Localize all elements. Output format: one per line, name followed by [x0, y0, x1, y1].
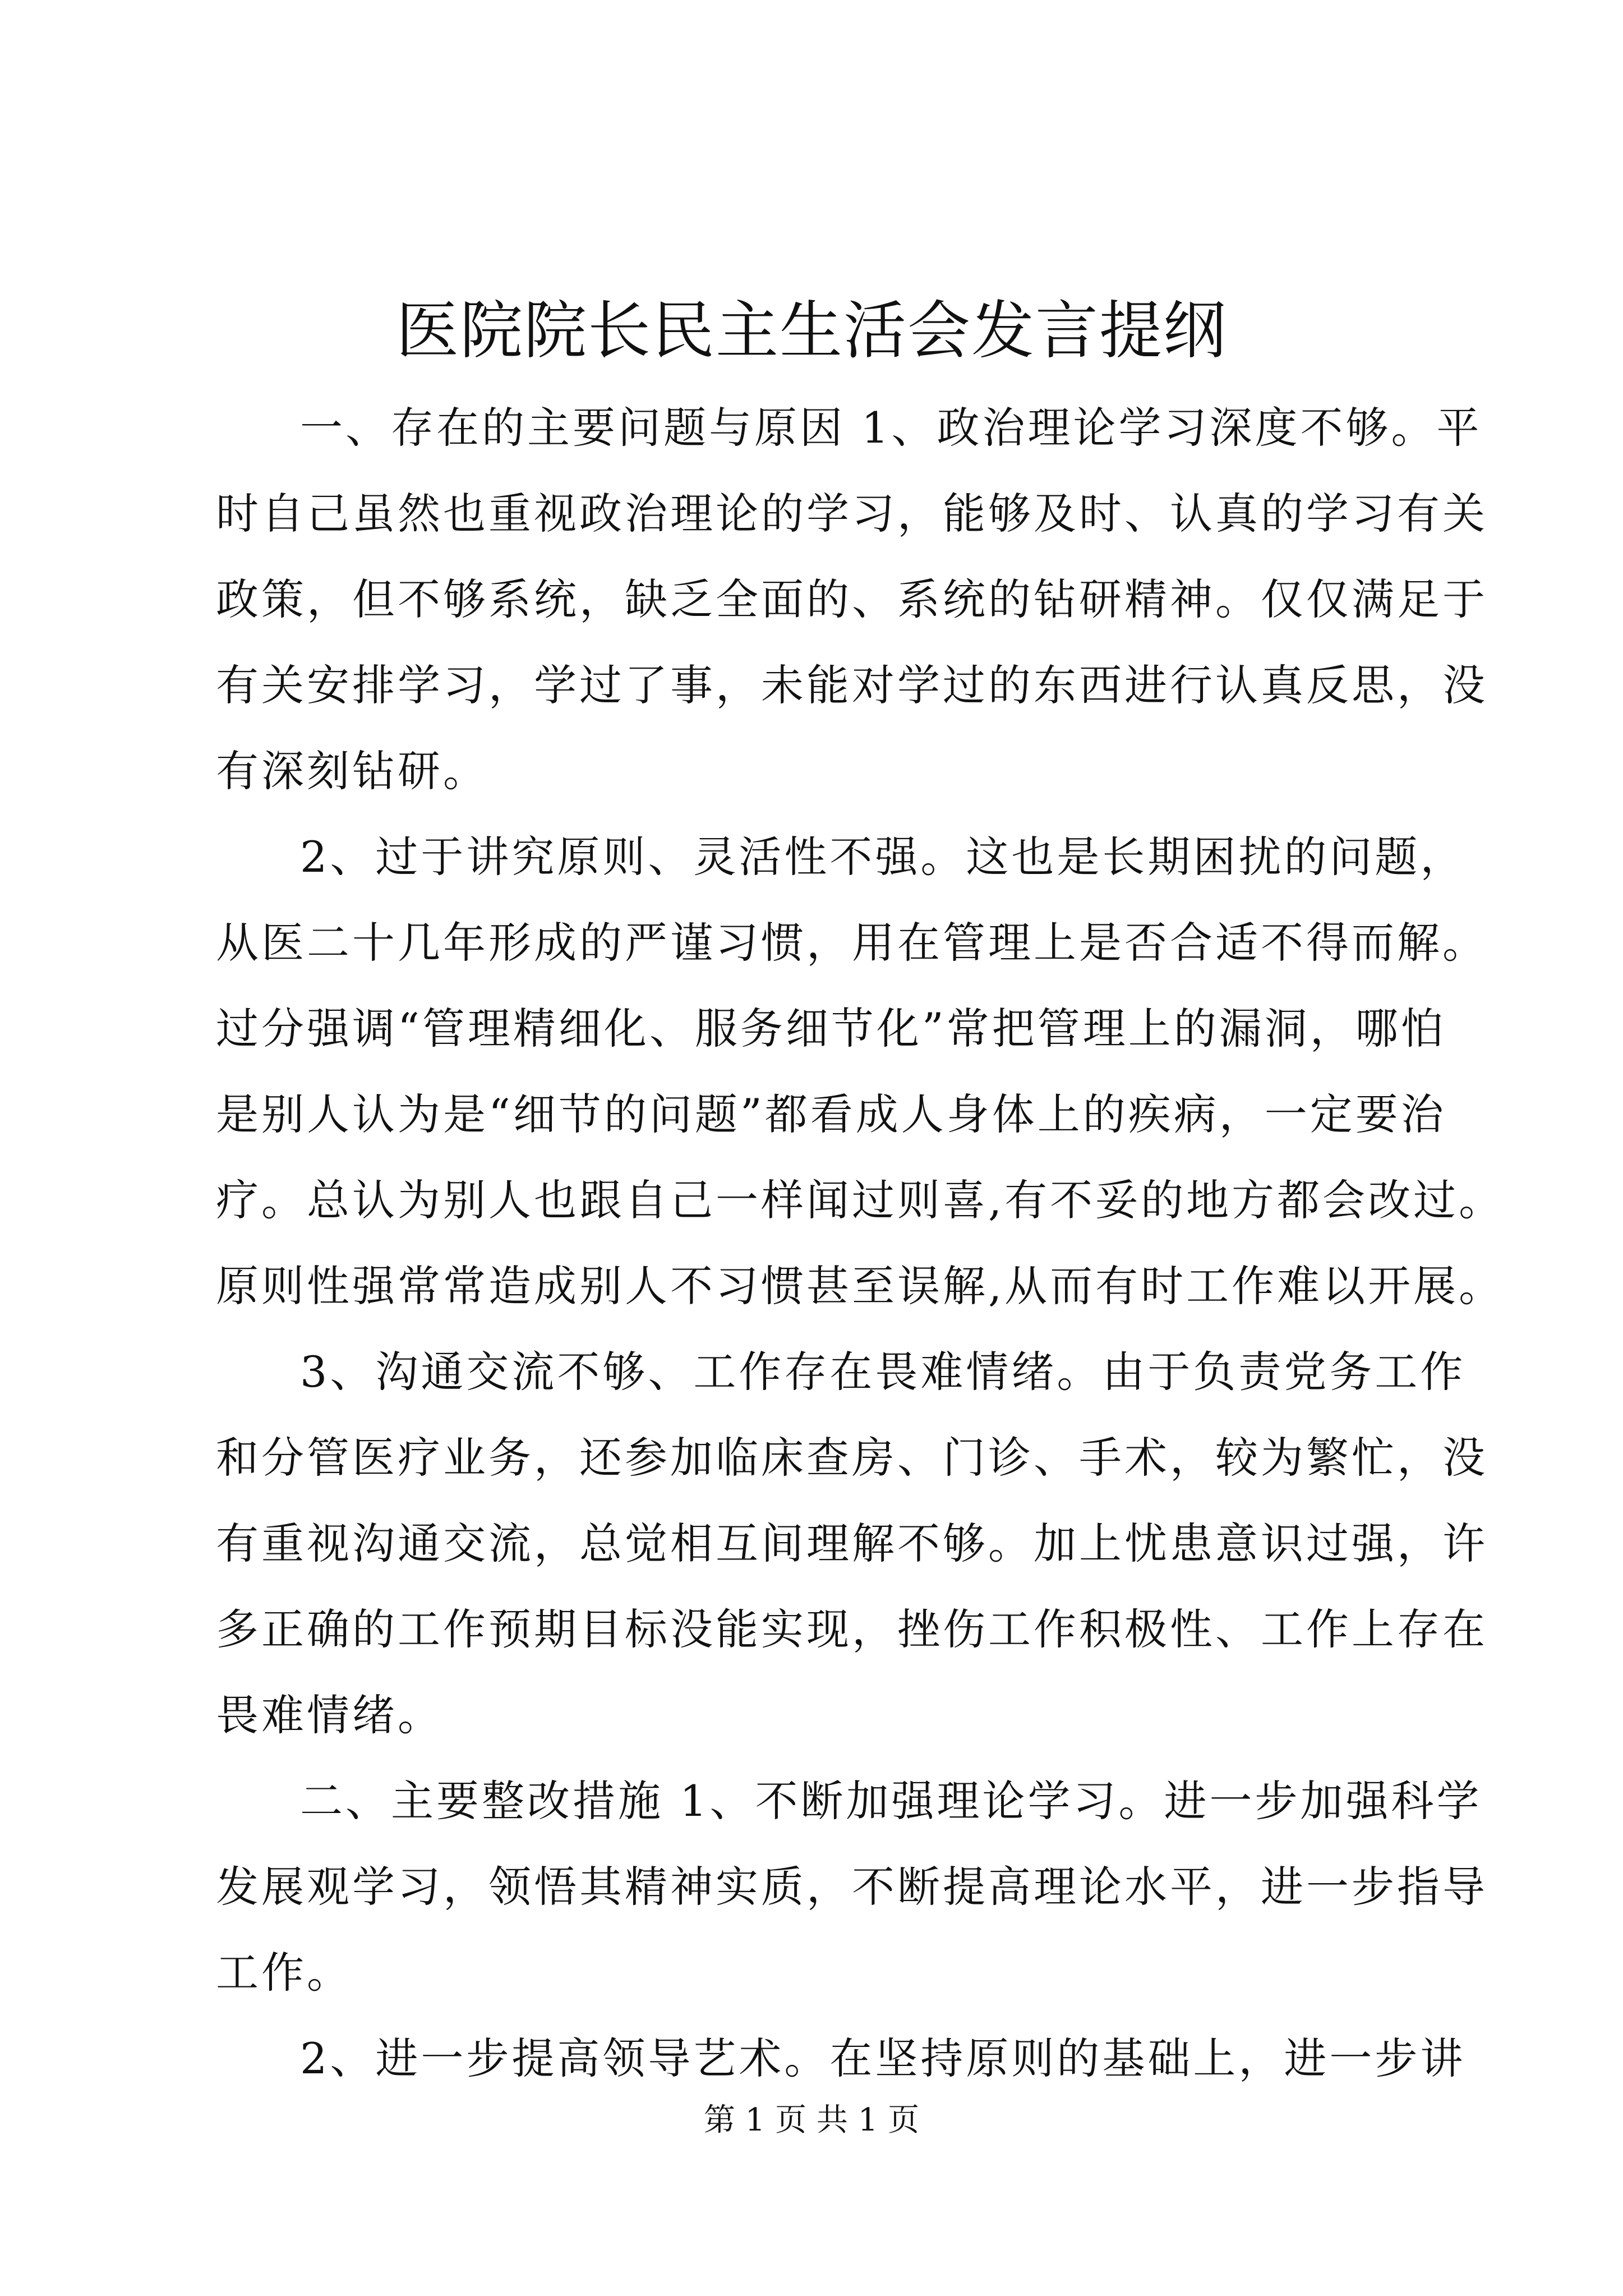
paragraph-line: 时自己虽然也重视政治理论的学习，能够及时、认真的学习有关 — [216, 489, 1488, 539]
paragraph-line: 工作。 — [216, 1948, 352, 1998]
paragraph-line: 发展观学习，领悟其精神实质，不断提高理论水平，进一步指导 — [216, 1862, 1488, 1912]
paragraph-line: 疗。总认为别人也跟自己一样闻过则喜,有不妥的地方都会改过。 — [216, 1175, 1505, 1225]
paragraph-line: 一、存在的主要问题与原因 1、政治理论学习深度不够。平 — [300, 403, 1482, 453]
document-title: 医院院长民主生活会发言提纲 — [396, 295, 1227, 367]
paragraph-line: 有关安排学习，学过了事，未能对学过的东西进行认真反思，没 — [216, 660, 1488, 710]
paragraph-line: 有重视沟通交流，总觉相互间理解不够。加上忧患意识过强，许 — [216, 1519, 1488, 1568]
paragraph-line: 3、沟通交流不够、工作存在畏难情绪。由于负责党务工作 — [300, 1347, 1466, 1397]
paragraph-line: 和分管医疗业务，还参加临床查房、门诊、手术，较为繁忙，没 — [216, 1433, 1488, 1483]
paragraph-line: 2、进一步提高领导艺术。在坚持原则的基础上，进一步讲 — [300, 2033, 1466, 2083]
paragraph-line: 从医二十几年形成的严谨习惯，用在管理上是否合适不得而解。 — [216, 918, 1488, 968]
paragraph-line: 政策，但不够系统，缺乏全面的、系统的钻研精神。仅仅满足于 — [216, 574, 1488, 624]
paragraph-line: 是别人认为是“细节的问题”都看成人身体上的疾病，一定要治 — [216, 1089, 1446, 1139]
page-number-footer: 第 1 页 共 1 页 — [703, 2102, 920, 2138]
paragraph-line: 多正确的工作预期目标没能实现，挫伤工作积极性、工作上存在 — [216, 1604, 1488, 1654]
document-body — [216, 385, 1505, 2101]
paragraph-line: 二、主要整改措施 1、不断加强理论学习。进一步加强科学 — [300, 1776, 1482, 1826]
paragraph-line: 原则性强常常造成别人不习惯甚至误解,从而有时工作难以开展。 — [216, 1261, 1505, 1311]
paragraph-line: 2、过于讲究原则、灵活性不强。这也是长期困扰的问题， — [300, 832, 1466, 882]
paragraph-line: 畏难情绪。 — [216, 1690, 443, 1740]
paragraph-line: 过分强调“管理精细化、服务细节化”常把管理上的漏洞，哪怕 — [216, 1004, 1446, 1053]
paragraph-line: 有深刻钻研。 — [216, 746, 488, 796]
